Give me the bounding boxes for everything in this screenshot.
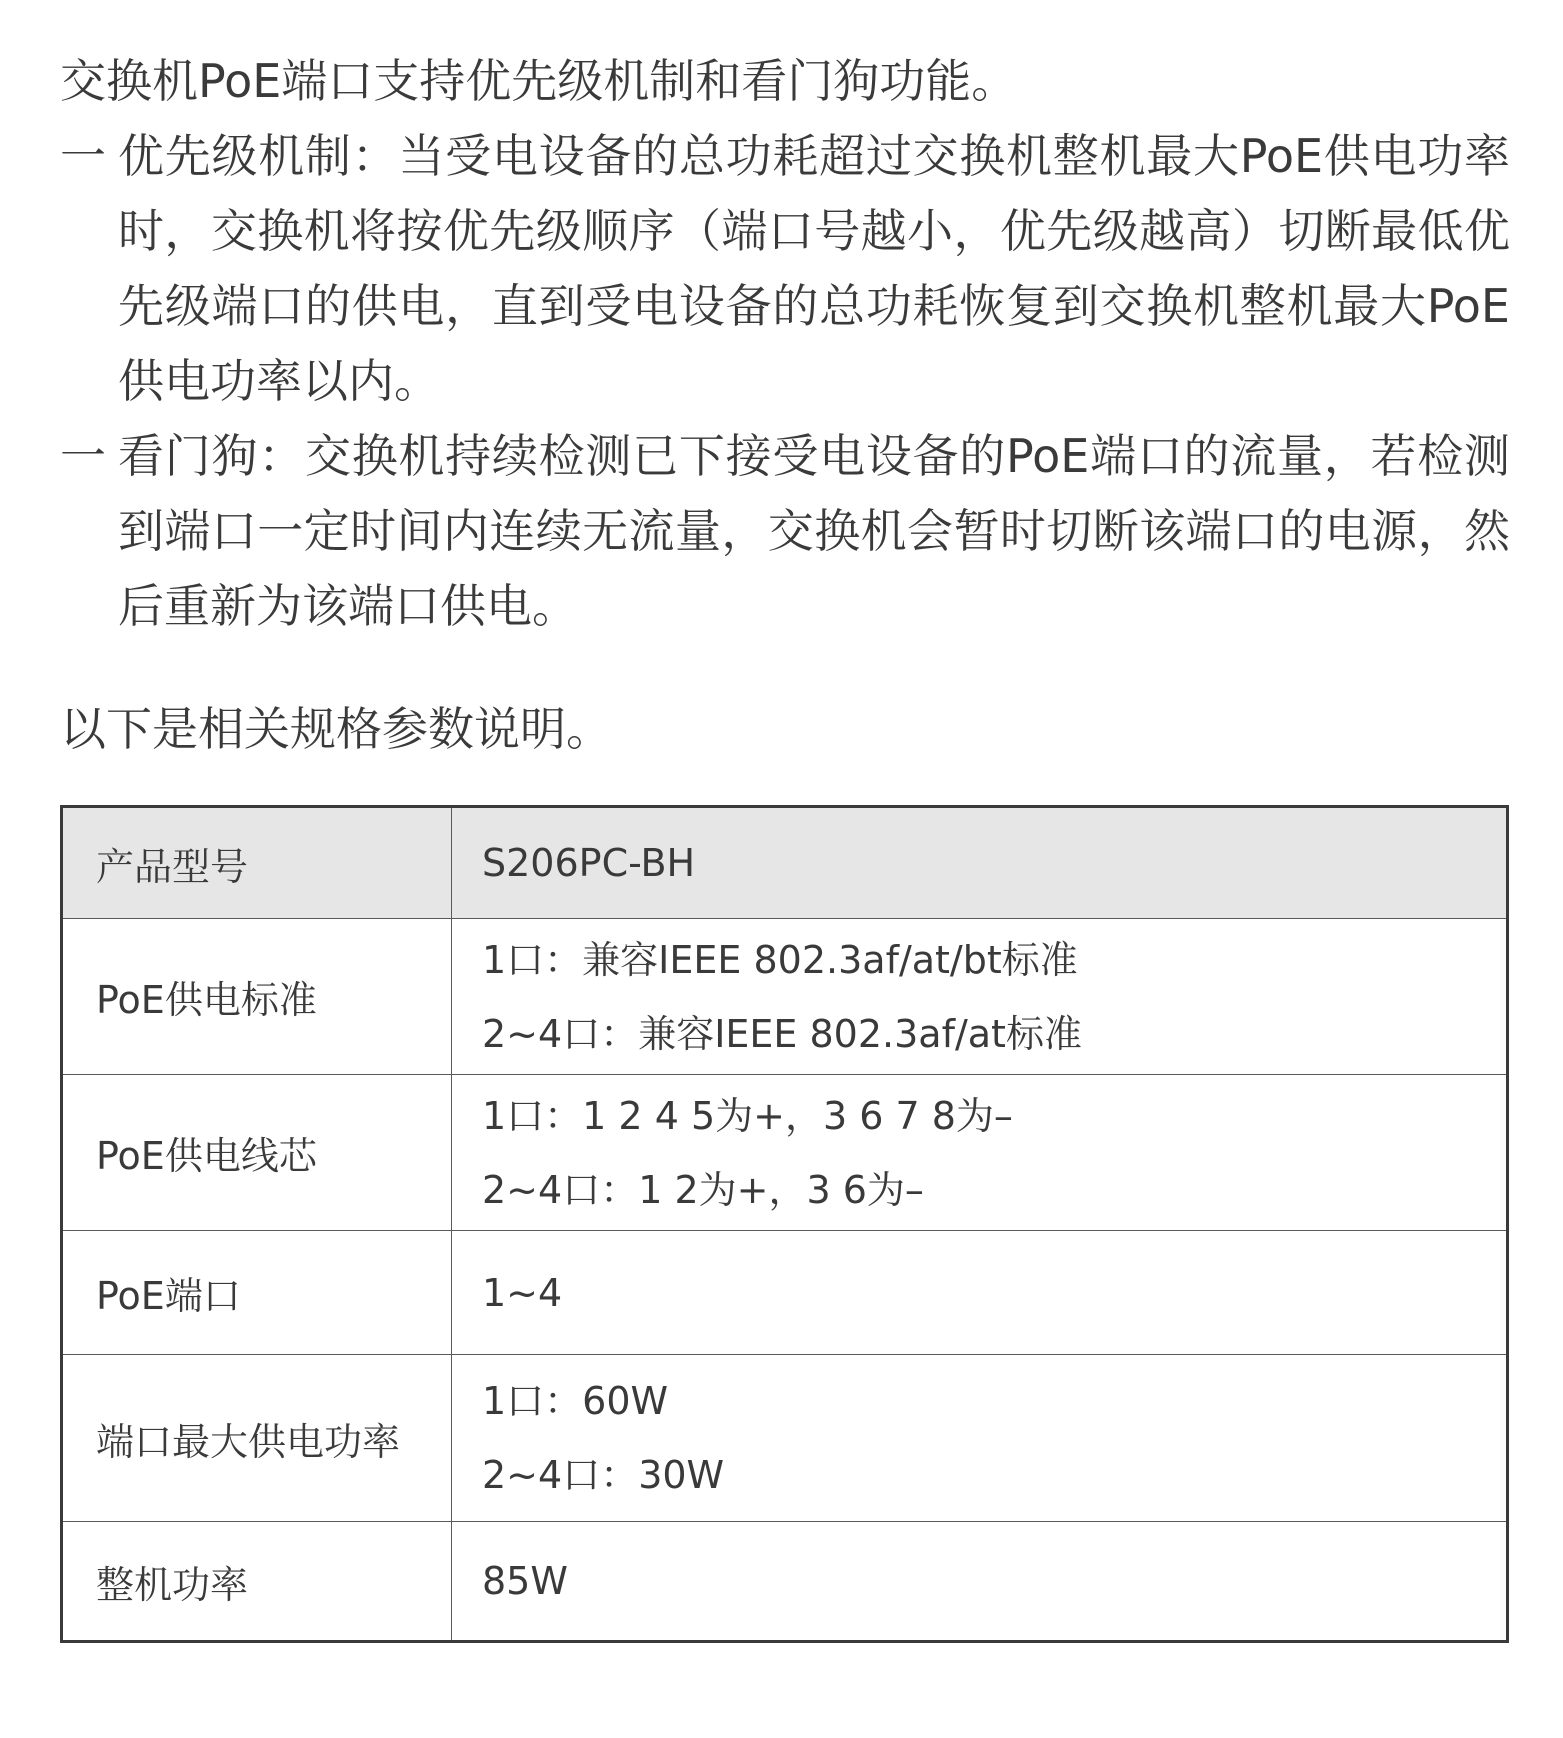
table-row	[62, 919, 1508, 1075]
spec-intro-paragraph: 以下是相关规格参数说明。	[60, 702, 612, 756]
model-label: 产品型号	[62, 807, 452, 919]
bullet-marker: 一	[60, 129, 106, 183]
row-value	[452, 919, 1508, 1075]
value-line: 1口：60W	[482, 1379, 669, 1423]
row-value	[452, 1355, 1508, 1522]
priority-mechanism-text: 优先级机制：当受电设备的总功耗超过交换机整机最大PoE供电功率时，交换机将按优先级顺序（端口号越小，优先级越高）切断最低优先级端口的供电，直到受电设备的总功耗恢复到交换机整机最大PoE供电功率以内。	[118, 129, 1510, 408]
value-line: 2~4口：1 2为+，3 6为–	[482, 1167, 924, 1212]
list-item	[60, 419, 1510, 644]
table-row	[62, 1522, 1508, 1642]
row-label: PoE端口	[62, 1231, 452, 1355]
value-line: 1~4	[482, 1270, 563, 1315]
row-value	[452, 1522, 1508, 1642]
document-body	[60, 44, 1510, 1643]
table-row	[62, 1075, 1508, 1231]
table-header-row	[62, 807, 1508, 919]
intro-paragraph: 交换机PoE端口支持优先级机制和看门狗功能。	[60, 54, 1018, 108]
row-label: PoE供电线芯	[62, 1075, 452, 1231]
feature-list	[60, 119, 1510, 644]
bullet-marker: 一	[60, 429, 106, 483]
spec-table	[60, 805, 1509, 1643]
row-label: 端口最大供电功率	[62, 1355, 452, 1522]
value-line: 85W	[482, 1559, 568, 1603]
table-row	[62, 1355, 1508, 1522]
row-value	[452, 1075, 1508, 1231]
row-label: PoE供电标准	[62, 919, 452, 1075]
value-line: 1口：兼容IEEE 802.3af/at/bt标准	[482, 937, 1078, 982]
model-value: S206PC-BH	[452, 807, 1508, 919]
row-value	[452, 1231, 1508, 1355]
value-line: 1口：1 2 4 5为+，3 6 7 8为–	[482, 1093, 1013, 1138]
list-item	[60, 119, 1510, 419]
value-line: 2~4口：30W	[482, 1453, 725, 1497]
row-label: 整机功率	[62, 1522, 452, 1642]
watchdog-text: 看门狗：交换机持续检测已下接受电设备的PoE端口的流量，若检测到端口一定时间内连续无流量，交换机会暂时切断该端口的电源，然后重新为该端口供电。	[118, 429, 1510, 633]
value-line: 2~4口：兼容IEEE 802.3af/at标准	[482, 1011, 1082, 1056]
table-row	[62, 1231, 1508, 1355]
